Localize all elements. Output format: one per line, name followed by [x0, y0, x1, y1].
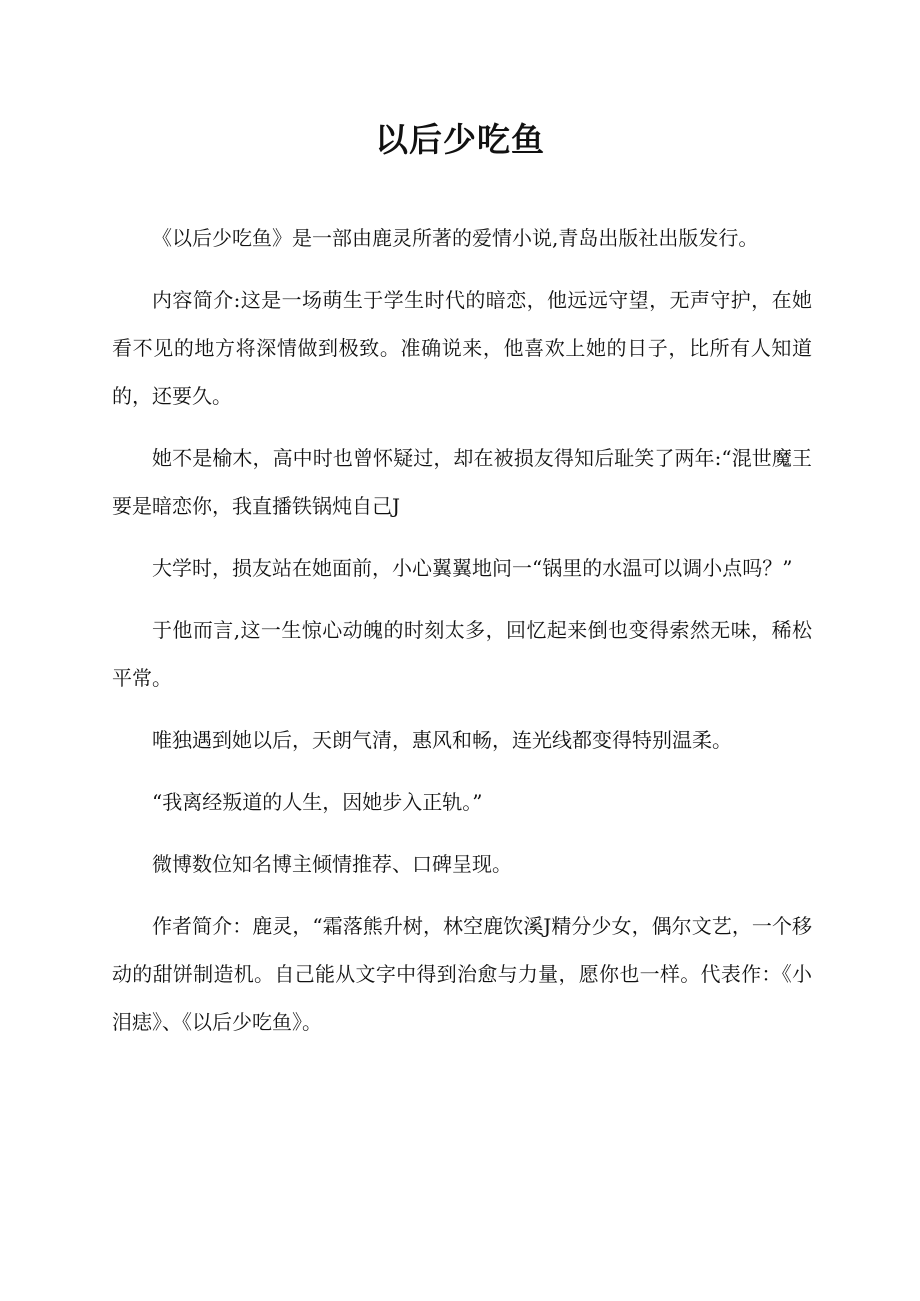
paragraph-author-bio: 作者简介：鹿灵，“霜落熊升树，林空鹿饮溪J精分少女，偶尔文艺，一个移动的甜饼制造机。自己能从文字中得到治愈与力量，愿你也一样。代表作：《小泪痣》、《以后少吃鱼》。: [112, 914, 812, 1034]
paragraph-intro: 《以后少吃鱼》是一部由鹿灵所著的爱情小说,青岛出版社出版发行。: [152, 226, 759, 250]
paragraph-recommendation: 微博数位知名博主倾情推荐、口碑呈现。: [152, 852, 512, 876]
paragraph-reflection: 于他而言,这一生惊心动魄的时刻太多，回忆起来倒也变得索然无味，稀松平常。: [112, 618, 812, 690]
paragraph-high-school: 她不是榆木，高中时也曾怀疑过，却在被损友得知后耻笑了两年:“混世魔王要是暗恋你，我直播铁锅炖自己J: [112, 446, 812, 518]
document-body: [112, 214, 812, 1060]
paragraph-synopsis: 内容简介:这是一场萌生于学生时代的暗恋，他远远守望，无声守护，在她看不见的地方将深情做到极致。准确说来，他喜欢上她的日子，比所有人知道的，还要久。: [112, 288, 812, 408]
document-title: 以后少吃鱼: [375, 120, 545, 159]
paragraph-university: 大学时，损友站在她面前，小心翼翼地问一“锅里的水温可以调小点吗？”: [152, 556, 793, 580]
paragraph-meeting-her: 唯独遇到她以后，天朗气清，惠风和畅，连光线都变得特别温柔。: [152, 728, 732, 752]
paragraph-quote: “我离经叛道的人生，因她步入正轨。”: [152, 790, 483, 814]
